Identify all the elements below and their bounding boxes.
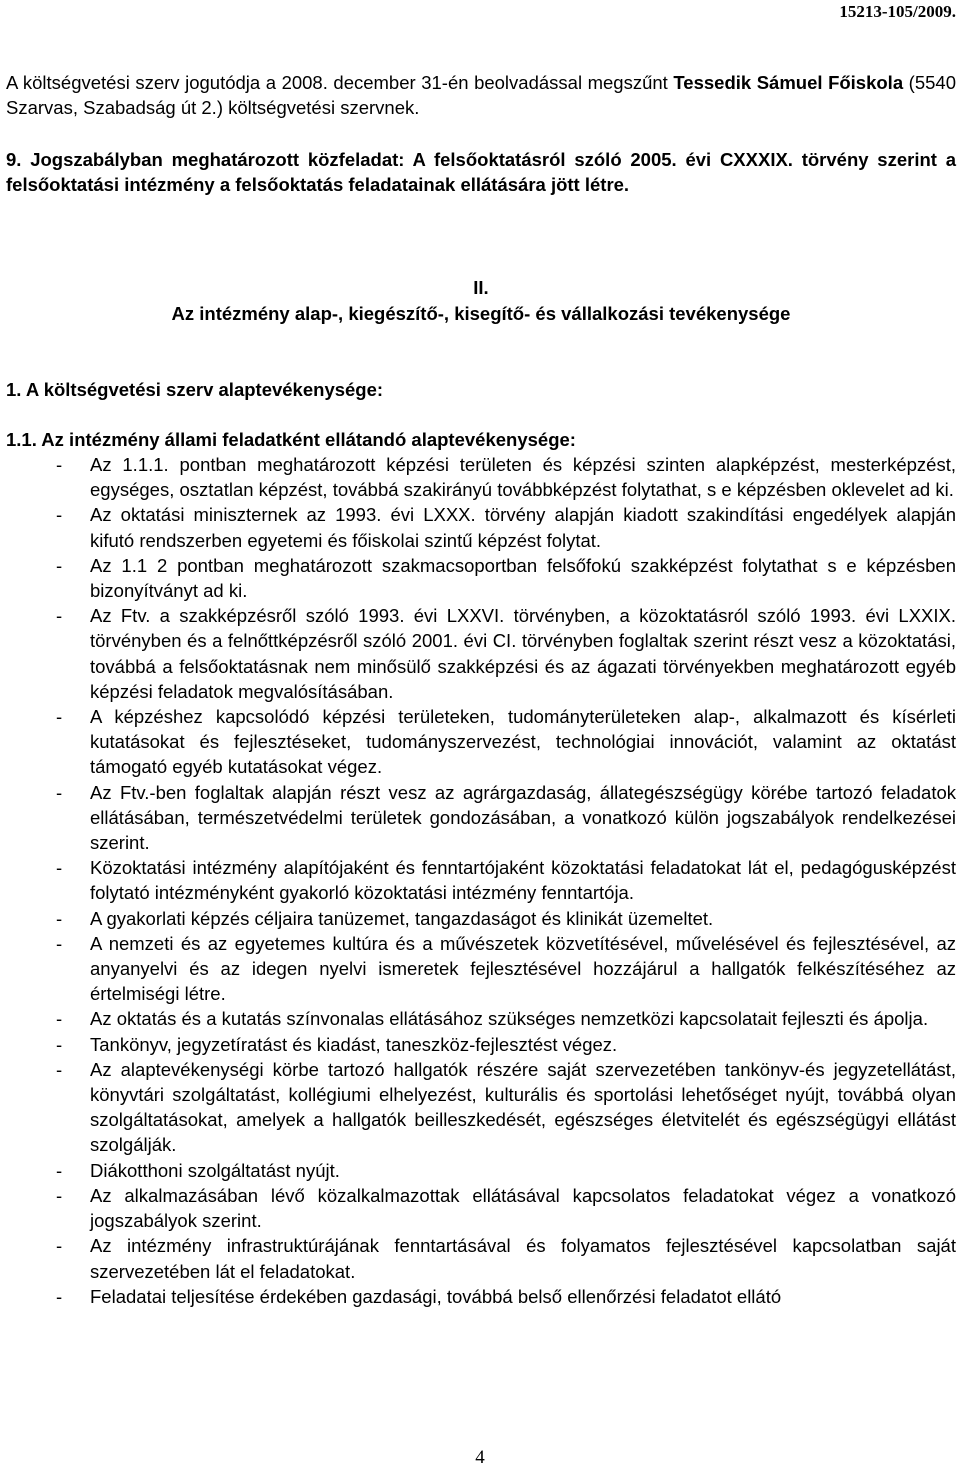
predecessor-name: Tessedik Sámuel Főiskola [673, 72, 904, 93]
bullet-dash: - [56, 554, 63, 576]
list-item: - Az alkalmazásában lévő közalkalmazottak ellátásával kapcsolatos feladatokat végez a vonatkozó jogszabályok szerint. [56, 1184, 956, 1232]
list-item: - Az intézmény infrastruktúrájának fenntartásával és folyamatos fejlesztésével kapcsolatban saját szervezetében lát el feladatokat. [56, 1235, 956, 1282]
list-item: - A nemzeti és az egyetemes kultúra és a művészetek közvetítésével, művelésével és fejlesztésével, az anyanyelvi és az idegen nyelvi ismeretek fejlesztésével hozzájárul a hallgatók felkészítéséhez az értelmiségi létre. [56, 932, 956, 1005]
bullet-dash: - [56, 706, 63, 728]
list-item: - Diákotthoni szolgáltatást nyújt. [6, 1158, 956, 1183]
bullet-dash: - [56, 1033, 63, 1055]
list-item: - Az oktatási miniszternek az 1993. évi LXXX. törvény alapján kiadott szakindítási engedélyek alapján kifutó rendszerben egyetemi és főiskolai szintű képzést folytat. [56, 504, 956, 551]
intro-text-start: A költségvetési szerv jogutódja a 2008. december 31-én beolvadással megszűnt [6, 72, 674, 93]
bullet-dash: - [56, 605, 63, 627]
bullet-dash: - [56, 857, 63, 879]
intro-text-end: (5540 Szarvas, Szabadság út 2.) költségvetési szervnek. [6, 72, 956, 119]
list-item: - A képzéshez kapcsolódó képzési területeken, tudományterületeken alap-, alkalmazott és kísérleti kutatásokat és fejlesztéseket, tudományszervezést, technológiai innovációt, valamint az oktatást támogató egyéb kutatásokat végez. [56, 706, 956, 778]
bullet-dash: - [56, 781, 63, 803]
intro-paragraph [6, 70, 956, 120]
bullet-dash: - [56, 1008, 63, 1030]
heading-state-activity: 1.1. Az intézmény állami feladatként ellátandó alaptevékenysége: [6, 429, 576, 450]
list-item: - Az alaptevékenységi körbe tartozó hallgatók részére saját szervezetében tankönyv-és jegyzetellátást, könyvtári szolgáltatást, kollégiumi elhelyezést, kulturális és sportolási lehetőséget nyújt, továbbá olyan szolgáltatásokat, amelyek a hallgatók beilleszkedését, egészséges életvitelét és egészségügyi ellátást szolgálják. [56, 1058, 956, 1156]
bullet-dash: - [56, 1159, 63, 1181]
list-item: - Az 1.1.1. pontban meghatározott képzési területen és képzési szinten alapképzést, mesterképzést, egységes, osztatlan képzést, továbbá szakirányú továbbképzést folytathat, s e képzésben oklevelet ad ki. [56, 454, 956, 501]
list-item: - Az oktatás és a kutatás színvonalas ellátásához szükséges nemzetközi kapcsolatait fejleszti és ápolja. [6, 1006, 956, 1031]
public-task-paragraph: 9. Jogszabályban meghatározott közfeladat: A felsőoktatásról szóló 2005. évi CXXXIX. törvény szerint a felsőoktatási intézmény a felsőoktatás feladatainak ellátására jött létre. [6, 149, 956, 196]
section-number: II. [473, 277, 489, 298]
list-item: - Az 1.1 2 pontban meghatározott szakmacsoportban felsőfokú szakképzést folytathat s e képzésben bizonyítványt ad ki. [56, 554, 956, 602]
bullet-dash: - [56, 932, 63, 954]
list-item: - A gyakorlati képzés céljaira tanüzemet, tangazdaságot és klinikát üzemeltet. [6, 906, 956, 931]
list-item: - Feladatai teljesítése érdekében gazdasági, továbbá belső ellenőrzési feladatot ellátó [6, 1284, 956, 1309]
list-item: - Az Ftv.-ben foglaltak alapján részt vesz az agrárgazdaság, állategészségügy körébe tartozó feladatok ellátásában, természetvédelmi területek gondozásában, a vonatkozó külön jogszabályok rendelkezései szerint. [56, 781, 956, 854]
bullet-dash: - [56, 1235, 63, 1257]
bullet-dash: - [56, 1184, 63, 1206]
bullet-dash: - [56, 1285, 63, 1307]
bullet-dash: - [56, 907, 63, 929]
bullet-dash: - [56, 1058, 63, 1080]
activity-list [6, 452, 956, 1309]
list-item: - Az Ftv. a szakképzésről szóló 1993. évi LXXVI. törvényben, a közoktatásról szóló 1993. évi LXXIX. törvényben és a felnőttképzésről szóló 2001. évi CI. törvényben foglaltak szerint részt vesz a közoktatási, továbbá a felsőoktatásnak nem minősülő szakképzési és az ágazati törvényekben meghatározott egyéb képzési feladatok megvalósításában. [56, 605, 956, 702]
heading-basic-activity: 1. A költségvetési szerv alaptevékenysége: [6, 379, 384, 400]
bullet-dash: - [56, 454, 63, 475]
section-title: Az intézmény alap-, kiegészítő-, kisegítő- és vállalkozási tevékenysége [171, 303, 791, 324]
bullet-dash: - [56, 504, 63, 526]
document-number: 15213-105/2009. [839, 2, 956, 21]
list-item: - Tankönyv, jegyzetíratást és kiadást, taneszköz-fejlesztést végez. [6, 1032, 956, 1057]
page-number: 4 [475, 1447, 485, 1468]
list-item: - Közoktatási intézmény alapítójaként és fenntartójaként közoktatási feladatokat lát el, pedagógusképzést folytató intézményként gyakorló közoktatási intézmény fenntartója. [56, 857, 956, 904]
